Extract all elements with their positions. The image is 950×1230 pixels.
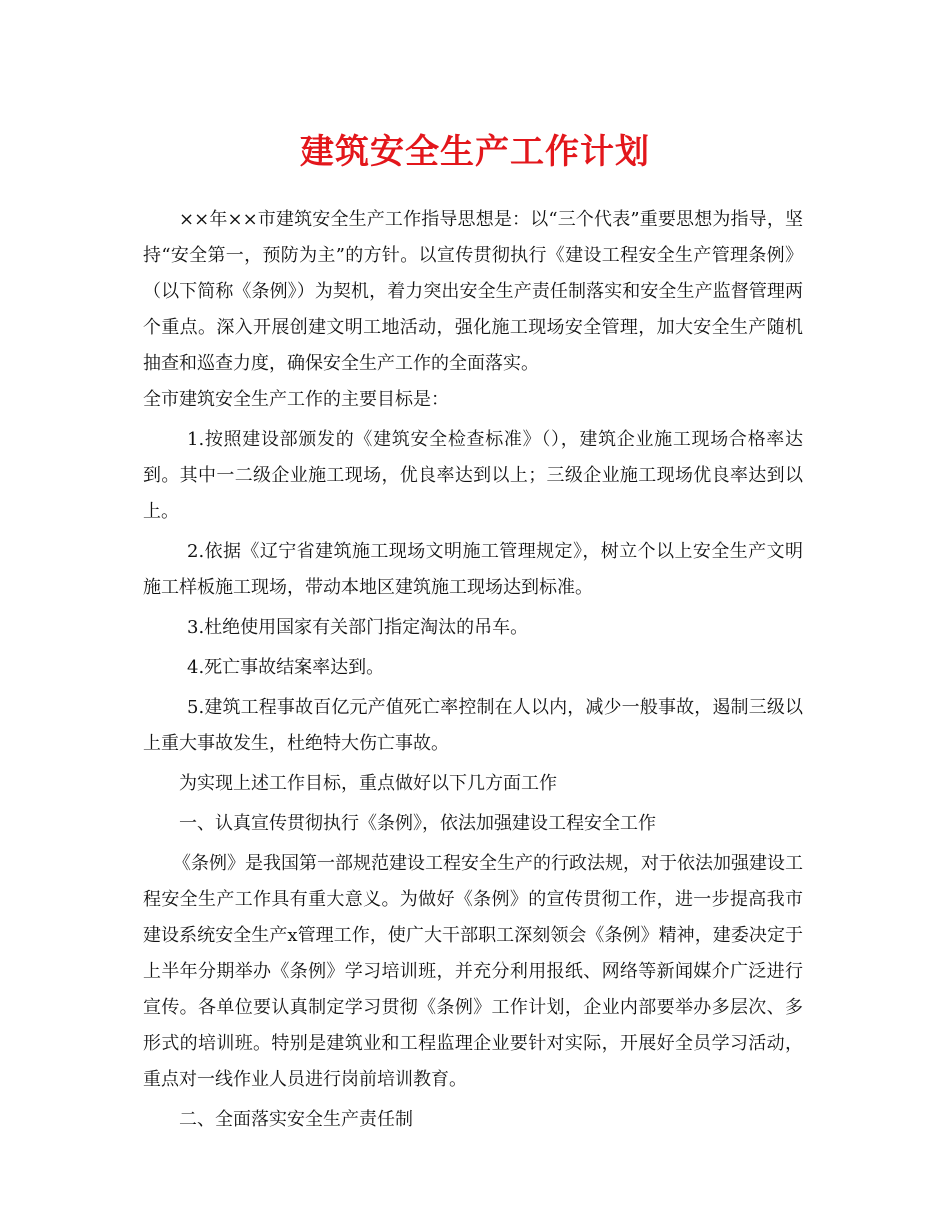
- paragraph-goal-2: 2.依据《辽宁省建筑施工现场文明施工管理规定》，树立个以上安全生产文明施工样板施工现场，带动本地区建筑施工现场达到标准。: [143, 541, 803, 598]
- document-body: [143, 202, 803, 1138]
- paragraph-goal-4: 4.死亡事故结案率达到。: [187, 657, 385, 678]
- paragraph-guiding-thought: ××年××市建筑安全生产工作指导思想是：以“三个代表”重要思想为指导，坚持“安全第一，预防为主”的方针。以宣传贯彻执行《建设工程安全生产管理条例》（以下简称《条例》）为契机，着力突出安全生产责任制落实和安全生产监督管理两个重点。深入开展创建文明工地活动，强化施工现场安全管理，加大安全生产随机抽查和巡查力度，确保安全生产工作的全面落实。: [143, 209, 803, 374]
- paragraph-work-focus-intro: 为实现上述工作目标，重点做好以下几方面工作: [179, 773, 557, 794]
- paragraph-main-goals-intro: 全市建筑安全生产工作的主要目标是：: [143, 389, 449, 410]
- section-heading-1: 一、认真宣传贯彻执行《条例》，依法加强建设工程安全工作: [179, 813, 656, 834]
- section-heading-2: 二、全面落实安全生产责任制: [179, 1109, 413, 1130]
- paragraph-goal-5: 5.建筑工程事故百亿元产值死亡率控制在人以内，减少一般事故，遏制三级以上重大事故发生，杜绝特大伤亡事故。: [143, 697, 803, 754]
- paragraph-goal-1: 1.按照建设部颁发的《建筑安全检查标准》（），建筑企业施工现场合格率达到。其中一二级企业施工现场，优良率达到以上；三级企业施工现场优良率达到以上。: [143, 429, 803, 522]
- document-title: 建筑安全生产工作计划: [300, 132, 650, 172]
- paragraph-regulation-promotion: 《条例》是我国第一部规范建设工程安全生产的行政法规，对于依法加强建设工程安全生产工作具有重大意义。为做好《条例》的宣传贯彻工作，进一步提高我市建设系统安全生产x管理工作，使广大干部职工深刻领会《条例》精神，建委决定于上半年分期举办《条例》学习培训班，并充分利用报纸、网络等新闻媒介广泛进行宣传。各单位要认真制定学习贯彻《条例》工作计划，企业内部要举办多层次、多形式的培训班。特别是建筑业和工程监理企业要针对实际，开展好全员学习活动，重点对一线作业人员进行岗前培训教育。: [143, 853, 803, 1090]
- paragraph-goal-3: 3.杜绝使用国家有关部门指定淘汰的吊车。: [187, 617, 529, 638]
